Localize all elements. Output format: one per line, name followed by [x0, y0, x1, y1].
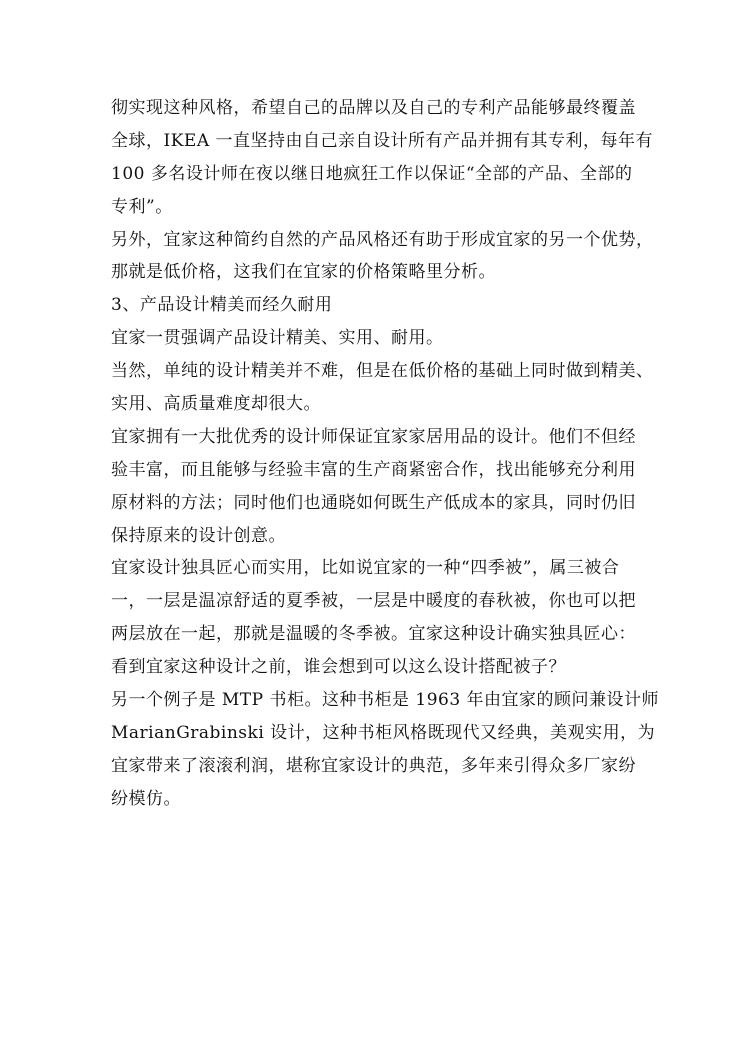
paragraph-low-price-advantage [111, 224, 654, 290]
text-line: 彻实现这种风格，希望自己的品牌以及自己的专利产品能够最终覆盖 [111, 98, 636, 118]
text-line: 当然，单纯的设计精美并不难，但是在低价格的基础上同时做到精美、 [111, 361, 654, 382]
body-text [111, 92, 660, 816]
text-line: 验丰富，而且能够与经验丰富的生产商紧密合作，找出能够充分利用 [111, 459, 636, 480]
text-line: 两层放在一起，那就是温暖的冬季被。宜家这种设计确实独具匠心： [111, 624, 636, 645]
text-line: 一，一层是温凉舒适的夏季被，一层是中暖度的春秋被，你也可以把 [111, 591, 636, 612]
heading-text: 3、产品设计精美而经久耐用 [111, 295, 333, 316]
text-line: 实用、高质量难度却很大。 [111, 394, 321, 415]
text-line: 宜家拥有一大批优秀的设计师保证宜家家居用品的设计。他们不但经 [111, 426, 636, 447]
text-line: 100 多名设计师在夜以继日地疯狂工作以保证“全部的产品、全部的 [111, 163, 633, 184]
text-line: 看到宜家这种设计之前，谁会想到可以这么设计搭配被子？ [111, 657, 566, 678]
text-line: MarianGrabinski 设计，这种书柜风格既现代又经典，美观实用，为 [111, 722, 656, 743]
paragraph-designers [111, 421, 641, 553]
text-line: 全球，IKEA 一直坚持由自己亲自设计所有产品并拥有其专利，每年有 [111, 130, 654, 151]
text-line: 原材料的方法；同时他们也通晓如何既生产低成本的家具，同时仍旧 [111, 492, 636, 513]
text-line: 那就是低价格，这我们在宜家的价格策略里分析。 [111, 262, 496, 283]
text-line: 专利”。 [111, 196, 173, 217]
paragraph-four-season-quilt [111, 552, 641, 684]
paragraph-mtp-bookcase [111, 684, 660, 816]
text-line: 纷模仿。 [111, 788, 181, 809]
text-line: 另外，宜家这种简约自然的产品风格还有助于形成宜家的另一个优势， [111, 229, 654, 250]
text-line: 另一个例子是 MTP 书柜。这种书柜是 1963 年由宜家的顾问兼设计师 [111, 690, 660, 711]
text-line: 保持原来的设计创意。 [111, 525, 286, 546]
paragraph-design-difficulty [111, 355, 654, 421]
paragraph-ikea-patents [111, 92, 654, 224]
section-heading [111, 289, 641, 322]
text-line: 宜家带来了滚滚利润，堪称宜家设计的典范，多年来引得众多厂家纷 [111, 755, 636, 776]
text-line: 宜家设计独具匠心而实用，比如说宜家的一种“四季被”，属三被合 [111, 558, 620, 579]
text-line: 宜家一贯强调产品设计精美、实用、耐用。 [111, 328, 444, 349]
paragraph-design-emphasis [111, 322, 641, 355]
